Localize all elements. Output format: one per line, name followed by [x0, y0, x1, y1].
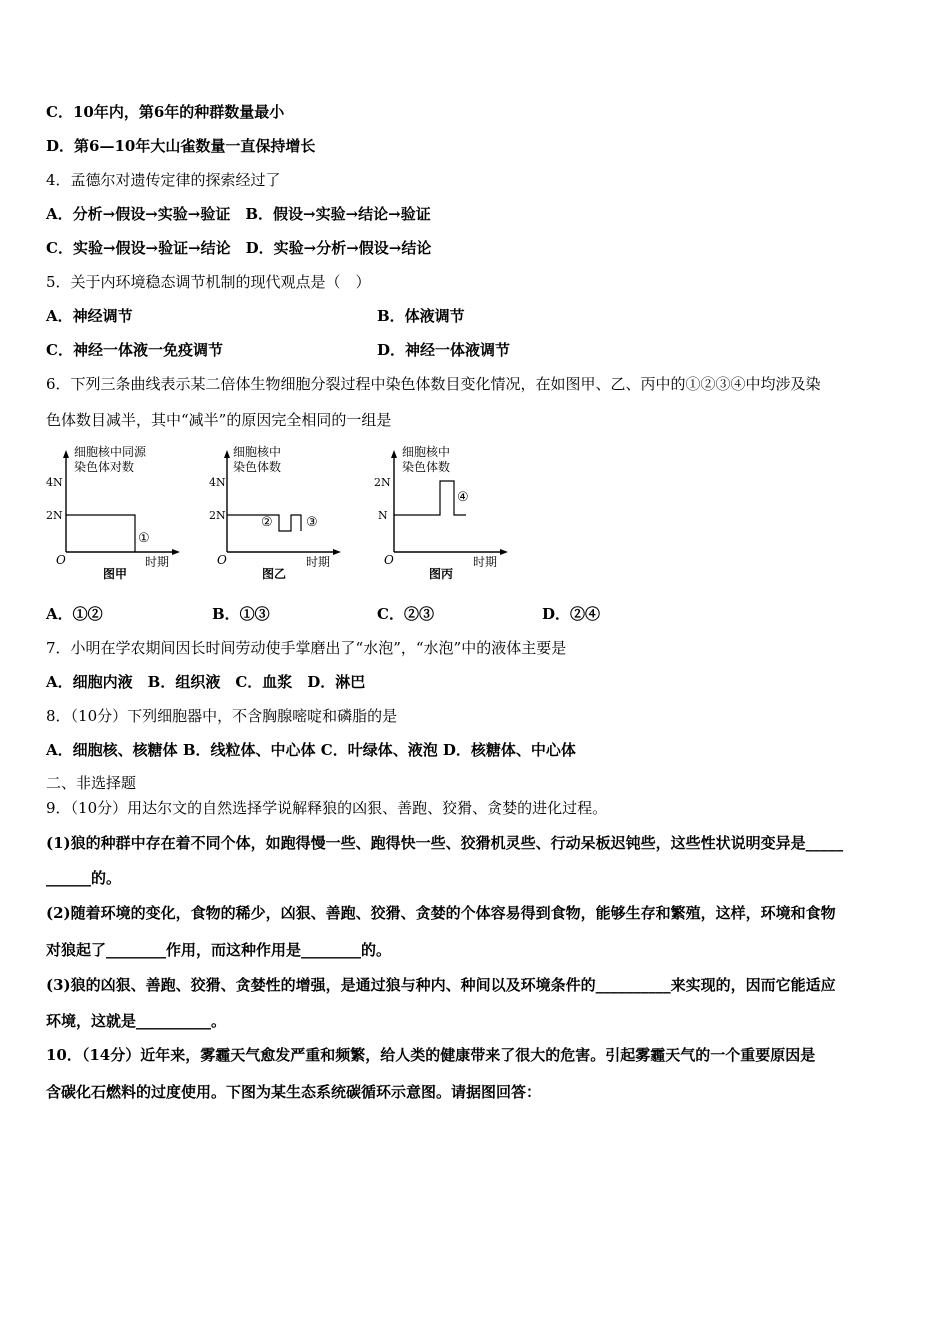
q6-option-c: C．②③ — [377, 605, 434, 623]
figure-bing — [374, 440, 514, 584]
q7-options: A．细胞内液 B．组织液 C．血浆 D．淋巴 — [46, 673, 366, 691]
q3-option-d: D．第6—10年大山雀数量一直保持增长 — [46, 137, 316, 155]
yi-ylabel-1: 细胞核中 — [233, 445, 282, 459]
yi-caption: 图乙 — [262, 567, 287, 580]
jia-ylabel-1: 细胞核中同源 — [74, 445, 147, 459]
q9-part1-a: (1)狼的种群中存在着不同个体，如跑得慢一些、跑得快一些、狡猾机灵些、行动呆板迟钝些，这些性状说明变异是_____ — [46, 834, 844, 852]
jia-origin: O — [56, 553, 66, 567]
yi-y-2n: 2N — [209, 509, 226, 522]
jia-mark: ① — [138, 531, 150, 546]
figure-yi — [209, 440, 349, 584]
q10-stem-1: 10．（14分）近年来，雾霾天气愈发严重和频繁，给人类的健康带来了很大的危害。引起雾霾天气的一个重要原因是 — [46, 1046, 816, 1064]
jia-xlabel: 时期 — [145, 555, 170, 569]
yi-mark-1: ② — [261, 515, 273, 530]
figure-jia — [46, 440, 186, 584]
bing-caption: 图丙 — [429, 567, 454, 580]
bing-ylabel-2: 染色体数 — [402, 460, 451, 474]
jia-y-2n: 2N — [46, 509, 63, 522]
q7-stem: 7．小明在学农期间因长时间劳动使手掌磨出了“水泡”，“水泡”中的液体主要是 — [46, 639, 567, 657]
q5-stem: 5．关于内环境稳态调节机制的现代观点是（ ） — [46, 273, 371, 291]
q4-stem: 4．孟德尔对遗传定律的探索经过了 — [46, 171, 281, 189]
jia-ylabel-2: 染色体对数 — [74, 460, 135, 474]
bing-y-2n: 2N — [374, 476, 391, 489]
yi-mark-2: ③ — [306, 515, 318, 530]
q6-option-a: A．①② — [46, 605, 103, 623]
q5-option-b: B．体液调节 — [377, 307, 465, 325]
q9-part2-b: 对狼起了________作用，而这种作用是________的。 — [46, 941, 392, 959]
bing-origin: O — [384, 553, 394, 567]
q9-part3-b: 环境，这就是__________。 — [46, 1012, 227, 1030]
q3-option-c: C．10年内，第6年的种群数量最小 — [46, 103, 285, 121]
bing-mark: ④ — [457, 490, 469, 505]
q4-options-cd: C．实验→假设→验证→结论 D．实验→分析→假设→结论 — [46, 239, 432, 257]
bing-xlabel: 时期 — [473, 555, 498, 569]
yi-xlabel: 时期 — [306, 555, 331, 569]
q5-option-c: C．神经一体液一免疫调节 — [46, 341, 223, 359]
yi-origin: O — [217, 553, 227, 567]
q4-options-ab: A．分析→假设→实验→验证 B．假设→实验→结论→验证 — [46, 205, 431, 223]
q8-stem: 8．（10分）下列细胞器中，不含胸腺嘧啶和磷脂的是 — [46, 707, 398, 725]
q9-part1-b: ______的。 — [46, 869, 122, 887]
bing-y-n: N — [378, 509, 388, 522]
q9-stem: 9．（10分）用达尔文的自然选择学说解释狼的凶狠、善跑、狡猾、贪婪的进化过程。 — [46, 799, 608, 817]
q5-option-a: A．神经调节 — [46, 307, 133, 325]
q10-stem-2: 含碳化石燃料的过度使用。下图为某生态系统碳循环示意图。请据图回答： — [46, 1083, 542, 1101]
q6-option-d: D．②④ — [542, 605, 601, 623]
yi-y-4n: 4N — [209, 476, 226, 489]
jia-y-4n: 4N — [46, 476, 63, 489]
q9-part2-a: (2)随着环境的变化，食物的稀少，凶狠、善跑、狡猾、贪婪的个体容易得到食物，能够生存和繁殖，这样，环境和食物 — [46, 904, 836, 922]
jia-caption: 图甲 — [103, 567, 128, 580]
q6-stem-1: 6．下列三条曲线表示某二倍体生物细胞分裂过程中染色体数目变化情况，在如图甲、乙、丙中的①②③④中均涉及染 — [46, 375, 821, 393]
q5-option-d: D．神经一体液调节 — [377, 341, 511, 359]
q8-options: A．细胞核、核糖体 B．线粒体、中心体 C．叶绿体、液泡 D．核糖体、中心体 — [46, 741, 576, 759]
yi-ylabel-2: 染色体数 — [233, 460, 282, 474]
section-2-heading: 二、非选择题 — [46, 774, 137, 792]
bing-ylabel-1: 细胞核中 — [402, 445, 451, 459]
q6-option-b: B．①③ — [212, 605, 270, 623]
q6-stem-2: 色体数目减半，其中“减半”的原因完全相同的一组是 — [46, 411, 392, 429]
q9-part3-a: (3)狼的凶狠、善跑、狡猾、贪婪性的增强，是通过狼与种内、种间以及环境条件的__________来实现的，因而它能适应 — [46, 976, 836, 994]
